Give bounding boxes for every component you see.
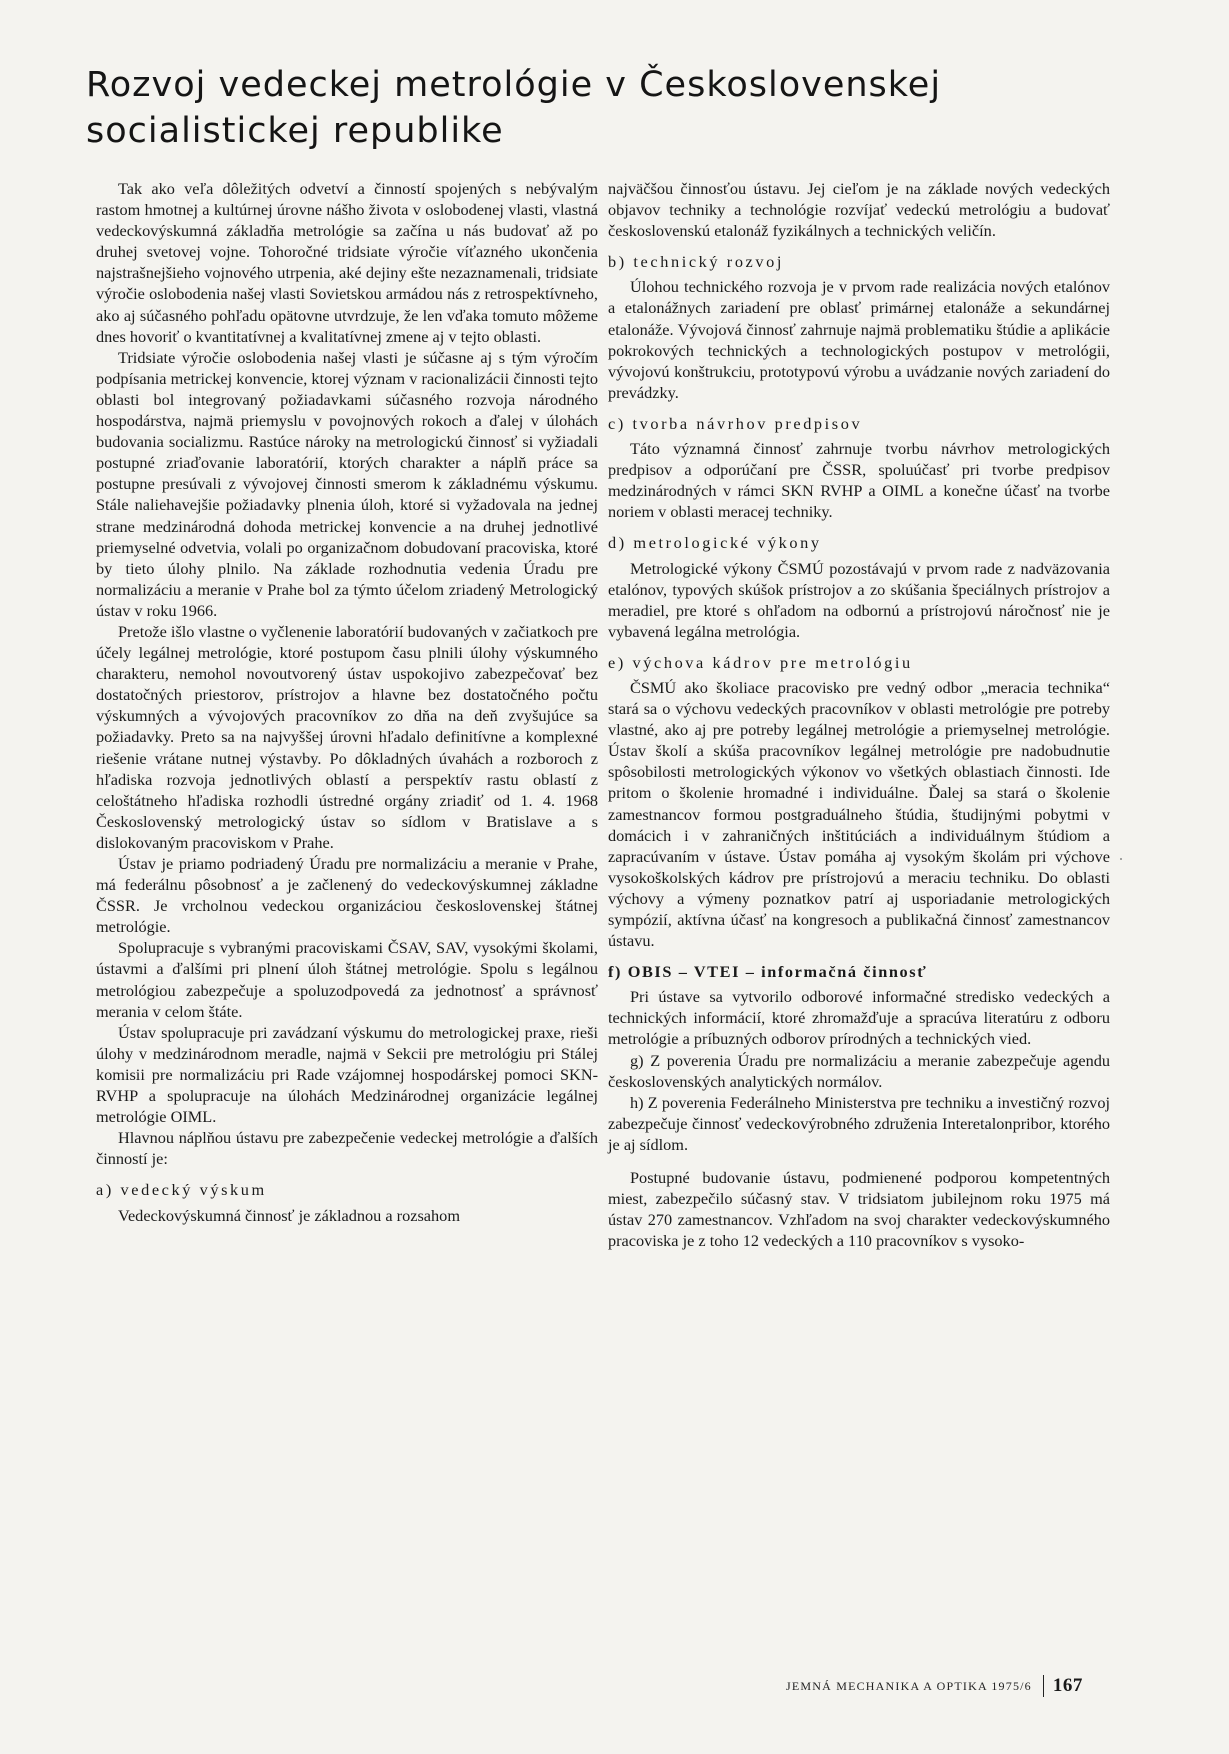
- paragraph: Pri ústave sa vytvorilo odborové informačné stredisko vedeckých a technických informácií, ktoré zhromažďuje a spracúva literatúru z odboru metrológie a príbuzných odborov prírodných a technických vied.: [608, 987, 1110, 1049]
- paragraph: Úlohou technického rozvoja je v prvom rade realizácia nových etalónov a etalonážnych zariadení pre oblasť primárnej etalonáže a sekundárnej etalonáže. Vývojová činnosť zahrnuje najmä problematiku štúdie a aplikácie pokrokových technických a technologických postupov v metrológii, vývojovú konštrukciu, prototypovú výrobu a uvádzanie nových zariadení do prevádzky.: [608, 277, 1110, 402]
- section-heading-d: d) metrologické výkony: [608, 533, 822, 553]
- section-heading-e: e) výchova kádrov pre metrológiu: [608, 652, 913, 672]
- paragraph: Metrologické výkony ČSMÚ pozostávajú v prvom rade z nadväzovania etalónov, typových skúšok prístrojov a zo skúšania špeciálnych prístrojov a meradiel, pre ktoré s ohľadom na odbornú a prístrojovú náročnosť nie je vybavená legálna metrológia.: [608, 558, 1110, 641]
- page-number: 167: [1052, 1675, 1083, 1696]
- section-heading-f: f) OBIS – VTEI – informačná činnosť: [608, 962, 928, 982]
- left-column: [96, 178, 598, 1226]
- paragraph-continued: najväčšou činnosťou ústavu. Jej cieľom je na základe nových vedeckých objavov techniky a technológie rozvíjať vedeckú metrológiu a budovať československú etalonáž fyzikálnych a technických veličín.: [608, 179, 1110, 241]
- paragraph: Vedeckovýskumná činnosť je základnou a rozsahom: [118, 1205, 460, 1225]
- paragraph: Ústav je priamo podriadený Úradu pre normalizáciu a meranie v Prahe, má federálnu pôsobnosť a je začlenený do vedeckovýskumnej základne ČSSR. Je vrcholnou vedeckou organizáciou československej štátnej metrológie.: [96, 854, 598, 937]
- article-title: Rozvoj vedeckej metrológie v Československej socialistickej republike: [86, 65, 942, 151]
- paragraph: h) Z poverenia Federálneho Ministerstva pre techniku a investičný rozvoj zabezpečuje činnosť vedeckovýrobného združenia Interetalonpribor, ktorého je aj sídlom.: [608, 1092, 1110, 1154]
- paragraph: Spolupracuje s vybranými pracoviskami ČSAV, SAV, vysokými školami, ústavmi a ďalšími pri plnení úloh štátnej metrológie. Spolu s legálnou metrológiou zabezpečuje a spoluzodpovedá za jednotnosť a správnosť merania v celom štáte.: [96, 938, 598, 1021]
- journal-name: JEMNÁ MECHANIKA A OPTIKA 1975/6: [786, 1678, 1032, 1693]
- paragraph: g) Z poverenia Úradu pre normalizáciu a meranie zabezpečuje agendu československých analytických normálov.: [608, 1050, 1110, 1091]
- paragraph: Tridsiate výročie oslobodenia našej vlasti je súčasne aj s tým výročím podpísania metrickej konvencie, ktorej význam v racionalizácii činnosti tejto oblasti bol integrovaný požiadavkami súčasného rozvoja národného hospodárstva, najmä priemyslu v povojnových rokoch a ďalej v úlohách budovania socializmu. Rastúce nároky na metrologickú činnosť si vyžiadali postupné zriaďovanie laboratórií, ktorých charakter a náplň práce sa postupne presúvali z vývojovej činnosti smerom k základnému výskumu. Stále naliehavejšie požiadavky plnenia úloh, ktoré si vyžadovala na jednej strane medzinárodná dohoda metrickej konvencie a na druhej jednotlivé priemyselné odvetvia, volali po organizačnom dobudovaní pracoviska, ktoré by tieto úlohy plnilo. Na základe rozhodnutia vedenia Úradu pre normalizáciu a meranie v Prahe bol za týmto účelom zriadený Metrologický ústav v roku 1966.: [96, 347, 598, 620]
- paragraph: Tak ako veľa dôležitých odvetví a činností spojených s nebývalým rastom hmotnej a kultúrnej úrovne nášho života v oslobodenej vlasti, vlastná vedeckovýskumná základňa metrológie sa začína u nás budovať až po druhej svetovej vojne. Tohoročné tridsiate výročie víťazného ukončenia najstrašnejšieho vojnového utrpenia, aké dejiny ešte nezaznamenali, tridsiate výročie oslobodenia našej vlasti Sovietskou armádou nás z retrospektívneho, ako aj súčasného pohľadu opätovne utvrdzuje, že len vďaka tomuto môžeme dnes hovoriť o kvantitatívnej a kvalitatívnej zmene aj v tejto oblasti.: [96, 179, 598, 346]
- paragraph: Postupné budovanie ústavu, podmienené podporou kompetentných miest, zabezpečilo súčasný stav. V tridsiatom jubilejnom roku 1975 má ústav 270 zamestnancov. Vzhľadom na svoj charakter vedeckovýskumného pracoviska je z toho 12 vedeckých a 110 pracovníkov s vysoko-: [608, 1168, 1110, 1251]
- section-heading-b: b) technický rozvoj: [608, 252, 784, 272]
- paper-speck: [1120, 858, 1122, 860]
- footer-divider: [1043, 1675, 1044, 1697]
- right-column: [608, 178, 1110, 1251]
- paragraph: Pretože išlo vlastne o vyčlenenie laboratórií budovaných v začiatkoch pre účely legálnej metrológie, ktoré postupom času plnili úlohy výskumného charakteru, nemohol novoutvorený ústav uspokojivo zabezpečovať bez dostatočných priestorov, prístrojov a hlavne bez dostatočného počtu výskumných a vývojových pracovníkov zo dňa na deň zvyšujúce sa požiadavky. Preto sa na najvyššej úrovni hľadalo definitívne a komplexné riešenie vrátane nutnej výstavby. Po dôkladných úvahách a rozboroch z hľadiska rozvoja jednotlivých oblastí a perspektív rastu oblastí z celoštátneho hľadiska rozhodli ústredné orgány zriadiť od 1. 4. 1968 Československý metrologický ústav so sídlom v Bratislave a s dislokovaným pracoviskom v Prahe.: [96, 621, 598, 852]
- paragraph: Ústav spolupracuje pri zavádzaní výskumu do metrologickej praxe, rieši úlohy v medzinárodnom meradle, najmä v Sekcii pre metrológiu pri Stálej komisii pre normalizáciu pri Rade vzájomnej hospodárskej pomoci SKN-RVHP a spolupracuje na úlohách Medzinárodnej organizácie legálnej metrológie OIML.: [96, 1022, 598, 1127]
- section-heading-c: c) tvorba návrhov predpisov: [608, 413, 863, 433]
- paragraph: ČSMÚ ako školiace pracovisko pre vedný odbor „meracia technika“ stará sa o výchovu vedeckých pracovníkov v oblasti metrológie pre potreby vlastné, ako aj pre potreby legálnej metrológie a priemyselnej metrológie. Ústav školí a skúša pracovníkov legálnej metrológie pre nadobudnutie spôsobilosti metrologických výkonov vo všetkých oblastiach činnosti. Ide pritom o školenie hromadné i individuálne. Ďalej sa stará o školenie zamestnancov formou postgraduálneho štúdia, študijnými pobytmi v domácich i v zahraničných inštitúciách a individuálnym štúdiom a zapracúvaním v ústave. Ústav pomáha aj vysokým školám pri výchove vysokoškolských kádrov pre prístrojovú a meraciu techniku. Do oblasti výchovy a výmeny poznatkov patrí aj usporiadanie metrologických sympózií, aktívna účasť na kongresoch a publikačná činnosť zamestnancov ústavu.: [608, 677, 1110, 951]
- paragraph: Hlavnou náplňou ústavu pre zabezpečenie vedeckej metrológie a ďalších činností je:: [96, 1128, 598, 1169]
- section-heading-a: a) vedecký výskum: [96, 1180, 267, 1200]
- paragraph: Táto významná činnosť zahrnuje tvorbu návrhov metrologických predpisov a odporúčaní pre ČSSR, spoluúčasť pri tvorbe predpisov medzinárodných v rámci SKN RVHP a OIML a konečne účasť na tvorbe noriem v oblasti meracej techniky.: [608, 439, 1110, 522]
- page-footer: [786, 1675, 1083, 1697]
